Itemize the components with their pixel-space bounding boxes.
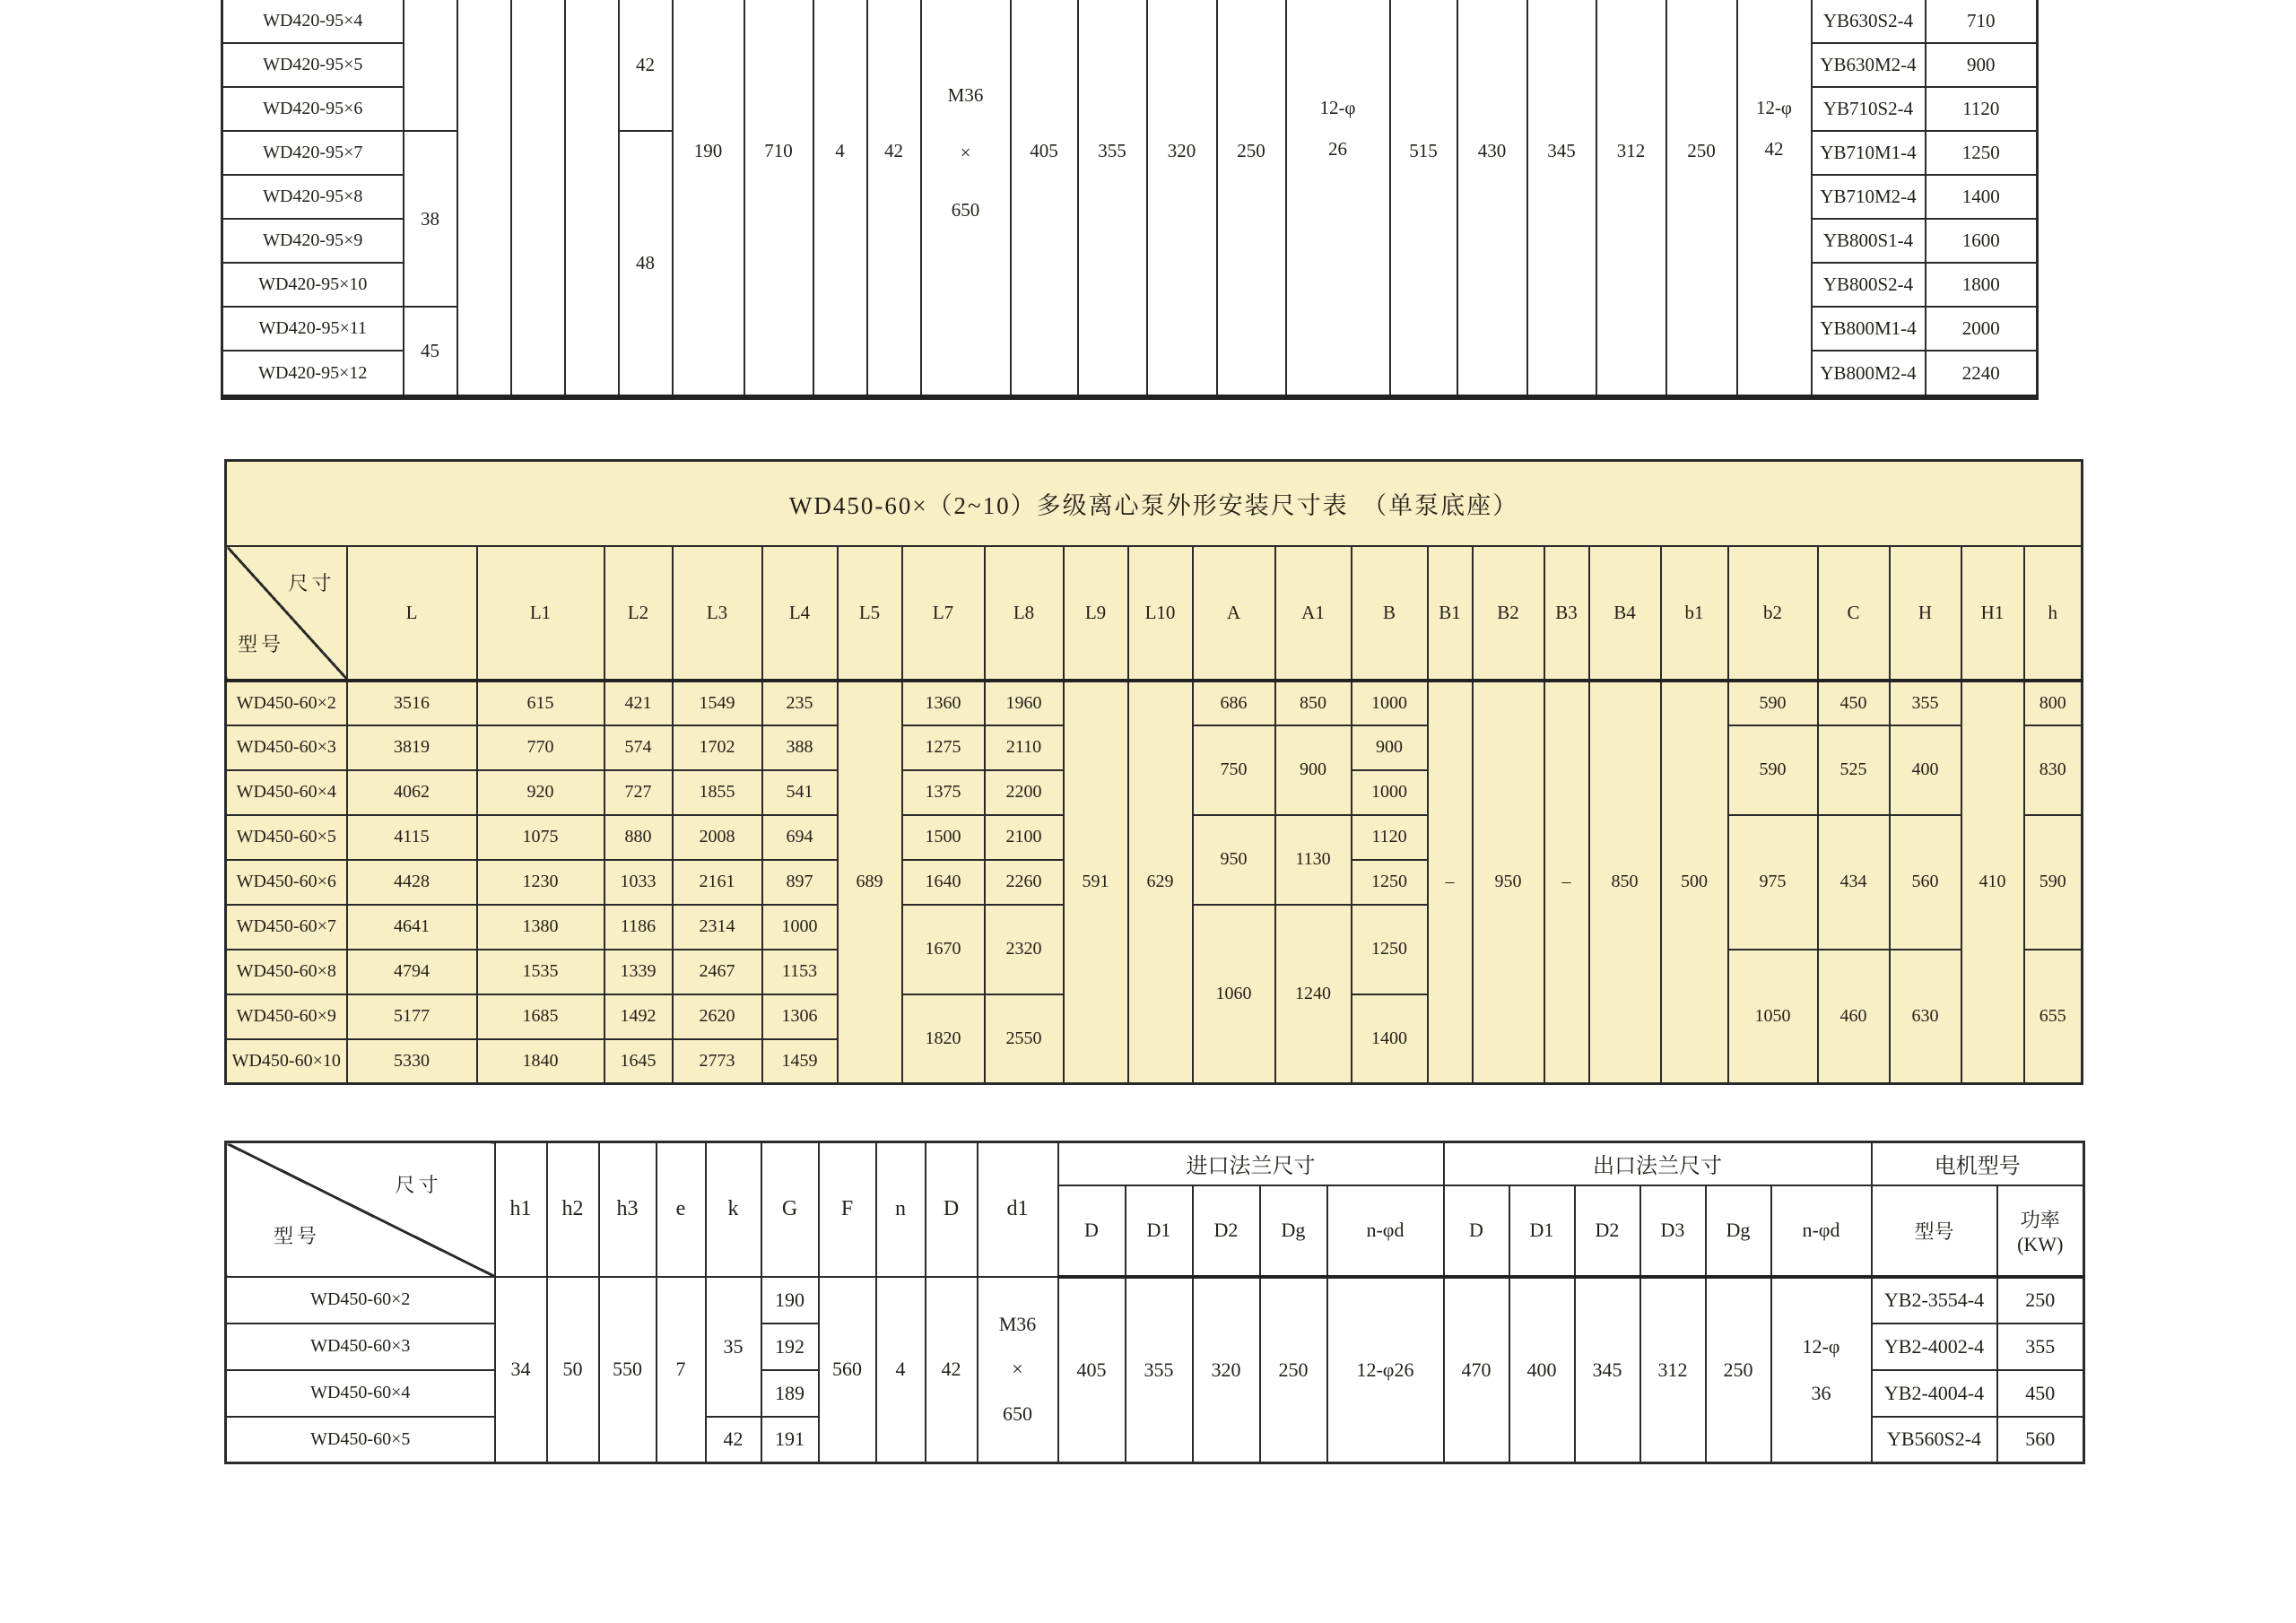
pump-model-cell: WD420-95×9 — [222, 219, 404, 263]
pump-model-cell: WD450-60×10 — [226, 1039, 347, 1084]
outlet-D-cell: 470 — [1444, 1277, 1509, 1463]
dim-cell: 5330 — [347, 1039, 477, 1084]
e-cell-empty — [565, 0, 619, 397]
dim-cell: 590 — [1728, 725, 1818, 815]
d1-cell: M36 × 650 — [921, 0, 1011, 397]
inlet-Dg-cell: 250 — [1217, 0, 1286, 397]
dim-cell: 800 — [2024, 681, 2083, 725]
col-header: n-φd — [1771, 1185, 1872, 1277]
dim-cell: 400 — [1890, 725, 1961, 815]
corner-label-size: 尺寸 — [288, 571, 335, 595]
G-cell: 192 — [761, 1324, 819, 1370]
motor-model-cell: YB800M1-4 — [1812, 307, 1926, 351]
dim-cell: – — [1544, 681, 1589, 1084]
dim-cell: 850 — [1589, 681, 1661, 1084]
dim-cell: 2320 — [985, 905, 1064, 994]
col-header: Dg — [1706, 1185, 1771, 1277]
motor-model-cell: YB800M2-4 — [1812, 351, 1926, 397]
dim-cell: 500 — [1661, 681, 1728, 1084]
power-cell: 250 — [1997, 1277, 2084, 1324]
dim-cell: 2773 — [673, 1039, 762, 1084]
dim-cell: 1120 — [1352, 815, 1428, 860]
dim-cell: 1375 — [902, 770, 985, 815]
dim-cell: 355 — [1890, 681, 1961, 725]
dim-cell: 4115 — [347, 815, 477, 860]
dim-cell: 1000 — [1352, 770, 1428, 815]
col-header: D3 — [1640, 1185, 1706, 1277]
dim-cell: 1000 — [762, 905, 838, 950]
wd450-60-flange-motor-table — [224, 1141, 2085, 1464]
d1-cell: M36 × 650 — [978, 1277, 1058, 1463]
dim-cell: 629 — [1128, 681, 1193, 1084]
dim-cell: 1240 — [1275, 905, 1352, 1084]
col-header: h2 — [547, 1142, 599, 1277]
dim-cell: 1500 — [902, 815, 985, 860]
dim-cell: 5177 — [347, 994, 477, 1039]
col-header: 型号 — [1872, 1185, 1997, 1277]
dim-cell: 1186 — [604, 905, 673, 950]
e-cell: 7 — [657, 1277, 706, 1463]
dim-cell: 421 — [604, 681, 673, 725]
table-row — [226, 1277, 2084, 1324]
dim-cell: 1275 — [902, 725, 985, 770]
inlet-D-cell: 405 — [1011, 0, 1078, 397]
pump-model-cell: WD420-95×4 — [222, 0, 404, 43]
motor-model-cell: YB800S1-4 — [1812, 219, 1926, 263]
power-cell: 710 — [1926, 0, 2038, 43]
pump-model-cell: WD450-60×5 — [226, 1417, 495, 1463]
col-header: e — [657, 1142, 706, 1277]
dim-cell: 1840 — [477, 1039, 604, 1084]
dim-cell: 1306 — [762, 994, 838, 1039]
col-header: A — [1193, 546, 1275, 681]
dim-cell: 1230 — [477, 860, 604, 905]
motor-model-cell: YB2-4002-4 — [1872, 1324, 1997, 1370]
motor-model-cell: YB2-4004-4 — [1872, 1370, 1997, 1417]
motor-model-cell: YB630S2-4 — [1812, 0, 1926, 43]
dim-cell: 830 — [2024, 725, 2083, 815]
dim-cell: 410 — [1961, 681, 2024, 1084]
corner-label-model: 型号 — [274, 1224, 321, 1247]
col-header: h3 — [599, 1142, 657, 1277]
dim-cell: 1339 — [604, 950, 673, 994]
col-header: Dg — [1260, 1185, 1327, 1277]
motor-group-header: 电机型号 — [1872, 1142, 2084, 1185]
h1-cell: 45 — [404, 307, 457, 397]
dim-cell: 2620 — [673, 994, 762, 1039]
col-header: L — [347, 546, 477, 681]
G-cell: 189 — [761, 1370, 819, 1417]
dim-cell: 1130 — [1275, 815, 1352, 905]
dim-cell: 560 — [1890, 815, 1961, 950]
pump-model-cell: WD450-60×5 — [226, 815, 347, 860]
power-cell: 2240 — [1926, 351, 2038, 397]
dim-cell: 591 — [1064, 681, 1128, 1084]
dim-cell: 920 — [477, 770, 604, 815]
col-header: 功率 (KW) — [1997, 1185, 2084, 1277]
outlet-D2-cell: 345 — [1575, 1277, 1640, 1463]
dim-cell: 694 — [762, 815, 838, 860]
dim-cell: 590 — [2024, 815, 2083, 950]
dim-cell: 2467 — [673, 950, 762, 994]
dim-cell: 1250 — [1352, 860, 1428, 905]
dim-cell: 4062 — [347, 770, 477, 815]
col-header: L2 — [604, 546, 673, 681]
col-header: D — [926, 1142, 978, 1277]
outlet-D1-cell: 430 — [1457, 0, 1527, 397]
motor-model-cell: YB800S2-4 — [1812, 263, 1926, 307]
inlet-Dg-cell: 250 — [1260, 1277, 1327, 1463]
inlet-D-cell: 405 — [1058, 1277, 1126, 1463]
n-cell: 4 — [813, 0, 867, 397]
table-title: WD450-60×（2~10）多级离心泵外形安装尺寸表 （单泵底座） — [226, 461, 2083, 546]
h3-cell: 550 — [599, 1277, 657, 1463]
dim-cell: 1250 — [1352, 905, 1428, 994]
dim-cell: 1400 — [1352, 994, 1428, 1084]
power-cell: 1800 — [1926, 263, 2038, 307]
pump-model-cell: WD450-60×4 — [226, 770, 347, 815]
dim-cell: 1820 — [902, 994, 985, 1084]
corner-label-size: 尺寸 — [395, 1174, 442, 1196]
motor-model-cell: YB710S2-4 — [1812, 87, 1926, 131]
dim-cell: 1000 — [1352, 681, 1428, 725]
col-header: B3 — [1544, 546, 1589, 681]
D-cell: 42 — [867, 0, 921, 397]
dim-cell: 1960 — [985, 681, 1064, 725]
pump-model-cell: WD420-95×11 — [222, 307, 404, 351]
dim-cell: 4794 — [347, 950, 477, 994]
col-header: L8 — [985, 546, 1064, 681]
col-header: L1 — [477, 546, 604, 681]
pump-model-cell: WD420-95×7 — [222, 131, 404, 175]
power-cell: 1400 — [1926, 175, 2038, 219]
col-header: L7 — [902, 546, 985, 681]
G-cell: 191 — [761, 1417, 819, 1463]
col-header: d1 — [978, 1142, 1058, 1277]
dim-cell: 2100 — [985, 815, 1064, 860]
col-header: b1 — [1661, 546, 1728, 681]
dim-cell: 1459 — [762, 1039, 838, 1084]
dim-cell: 1855 — [673, 770, 762, 815]
dim-cell: 2008 — [673, 815, 762, 860]
col-header: B — [1352, 546, 1428, 681]
dim-cell: 897 — [762, 860, 838, 905]
motor-model-cell: YB560S2-4 — [1872, 1417, 1997, 1463]
dim-cell: 1535 — [477, 950, 604, 994]
outlet-D2-cell: 345 — [1527, 0, 1596, 397]
dim-cell: 770 — [477, 725, 604, 770]
power-cell: 1120 — [1926, 87, 2038, 131]
dim-cell: 235 — [762, 681, 838, 725]
dim-cell: 1645 — [604, 1039, 673, 1084]
motor-model-cell: YB710M1-4 — [1812, 131, 1926, 175]
dim-cell: 727 — [604, 770, 673, 815]
dim-cell: 900 — [1352, 725, 1428, 770]
dim-cell: 1380 — [477, 905, 604, 950]
col-header: L4 — [762, 546, 838, 681]
outlet-Dg-cell: 250 — [1706, 1277, 1771, 1463]
col-header: b2 — [1728, 546, 1818, 681]
dim-cell: 1492 — [604, 994, 673, 1039]
h2-cell-empty — [457, 0, 511, 397]
pump-model-cell: WD450-60×7 — [226, 905, 347, 950]
dim-cell: 689 — [838, 681, 902, 1084]
dim-cell: 434 — [1818, 815, 1890, 950]
k-cell: 42 — [619, 0, 673, 131]
col-header: D2 — [1193, 1185, 1260, 1277]
power-cell: 2000 — [1926, 307, 2038, 351]
dim-cell: 4428 — [347, 860, 477, 905]
pump-model-cell: WD420-95×8 — [222, 175, 404, 219]
dim-cell: 1685 — [477, 994, 604, 1039]
dim-cell: 3819 — [347, 725, 477, 770]
dim-cell: 630 — [1890, 950, 1961, 1084]
pump-model-cell: WD450-60×4 — [226, 1370, 495, 1417]
dim-cell: 615 — [477, 681, 604, 725]
h1-cell: 38 — [404, 131, 457, 307]
dim-cell: 2161 — [673, 860, 762, 905]
dim-cell: 900 — [1275, 725, 1352, 815]
pump-model-cell: WD420-95×12 — [222, 351, 404, 397]
wd420-95-dimension-table — [221, 0, 2039, 400]
h1-cell-empty — [404, 0, 457, 131]
dim-cell: 686 — [1193, 681, 1275, 725]
inlet-nphid-cell: 12-φ26 — [1327, 1277, 1444, 1463]
dim-cell: 655 — [2024, 950, 2083, 1084]
col-header: D1 — [1509, 1185, 1575, 1277]
dim-cell: 2314 — [673, 905, 762, 950]
power-cell: 450 — [1997, 1370, 2084, 1417]
h3-cell-empty — [511, 0, 565, 397]
inlet-nphid-cell: 12-φ 26 — [1286, 0, 1390, 397]
F-cell: 560 — [819, 1277, 876, 1463]
dim-cell: 1153 — [762, 950, 838, 994]
dim-cell: 3516 — [347, 681, 477, 725]
dim-cell: – — [1428, 681, 1473, 1084]
dim-cell: 1050 — [1728, 950, 1818, 1084]
inlet-D2-cell: 320 — [1193, 1277, 1260, 1463]
col-header: h — [2024, 546, 2083, 681]
dim-cell: 460 — [1818, 950, 1890, 1084]
dim-cell: 2550 — [985, 994, 1064, 1084]
pump-model-cell: WD450-60×8 — [226, 950, 347, 994]
power-cell: 900 — [1926, 43, 2038, 87]
power-cell: 355 — [1997, 1324, 2084, 1370]
header-row — [226, 546, 2083, 681]
col-header: k — [706, 1142, 761, 1277]
dim-cell: 750 — [1193, 725, 1275, 815]
inlet-flange-group-header: 进口法兰尺寸 — [1058, 1142, 1444, 1185]
dim-cell: 880 — [604, 815, 673, 860]
motor-model-cell: YB630M2-4 — [1812, 43, 1926, 87]
dim-cell: 1640 — [902, 860, 985, 905]
col-header: D1 — [1126, 1185, 1193, 1277]
dim-cell: 2260 — [985, 860, 1064, 905]
G-cell: 190 — [761, 1277, 819, 1324]
D-cell: 42 — [926, 1277, 978, 1463]
dim-cell: 525 — [1818, 725, 1890, 815]
corner-cell — [226, 546, 347, 681]
dim-cell: 950 — [1473, 681, 1544, 1084]
group-header-row — [226, 1142, 2084, 1185]
col-header: D2 — [1575, 1185, 1640, 1277]
col-header: C — [1818, 546, 1890, 681]
dim-cell: 975 — [1728, 815, 1818, 950]
dim-cell: 1549 — [673, 681, 762, 725]
dim-cell: 2200 — [985, 770, 1064, 815]
G-cell: 190 — [673, 0, 744, 397]
corner-cell — [226, 1142, 495, 1277]
dim-cell: 1033 — [604, 860, 673, 905]
dim-cell: 590 — [1728, 681, 1818, 725]
corner-label-model: 型号 — [238, 632, 285, 655]
pump-model-cell: WD420-95×6 — [222, 87, 404, 131]
col-header: B2 — [1473, 546, 1544, 681]
motor-model-cell: YB2-3554-4 — [1872, 1277, 1997, 1324]
col-header: H1 — [1961, 546, 2024, 681]
outlet-nphid-cell: 12-φ 36 — [1771, 1277, 1872, 1463]
dim-cell: 950 — [1193, 815, 1275, 905]
dim-cell: 541 — [762, 770, 838, 815]
k-cell: 48 — [619, 131, 673, 397]
col-header: L9 — [1064, 546, 1128, 681]
inlet-D1-cell: 355 — [1078, 0, 1147, 397]
outlet-D3-cell: 312 — [1640, 1277, 1706, 1463]
pump-model-cell: WD450-60×3 — [226, 725, 347, 770]
h2-cell: 50 — [547, 1277, 599, 1463]
col-header: A1 — [1275, 546, 1352, 681]
col-header: D — [1058, 1185, 1126, 1277]
dim-cell: 4641 — [347, 905, 477, 950]
inlet-D1-cell: 355 — [1126, 1277, 1193, 1463]
power-cell: 1250 — [1926, 131, 2038, 175]
table-row — [226, 681, 2083, 725]
n-cell: 4 — [876, 1277, 926, 1463]
title-row — [226, 461, 2083, 546]
outlet-Dg-cell: 250 — [1666, 0, 1737, 397]
power-cell: 560 — [1997, 1417, 2084, 1463]
dim-cell: 1360 — [902, 681, 985, 725]
dim-cell: 450 — [1818, 681, 1890, 725]
col-header: L5 — [838, 546, 902, 681]
dim-cell: 850 — [1275, 681, 1352, 725]
outlet-flange-group-header: 出口法兰尺寸 — [1444, 1142, 1872, 1185]
dim-cell: 574 — [604, 725, 673, 770]
pump-model-cell: WD450-60×9 — [226, 994, 347, 1039]
outlet-D3-cell: 312 — [1596, 0, 1666, 397]
dim-cell: 2110 — [985, 725, 1064, 770]
col-header: n-φd — [1327, 1185, 1444, 1277]
outlet-nphid-cell: 12-φ 42 — [1737, 0, 1812, 397]
col-header: D — [1444, 1185, 1509, 1277]
dim-cell: 388 — [762, 725, 838, 770]
pump-model-cell: WD450-60×6 — [226, 860, 347, 905]
F-cell: 710 — [744, 0, 813, 397]
inlet-D2-cell: 320 — [1147, 0, 1217, 397]
motor-model-cell: YB710M2-4 — [1812, 175, 1926, 219]
power-cell: 1600 — [1926, 219, 2038, 263]
col-header: n — [876, 1142, 926, 1277]
col-header: L10 — [1128, 546, 1193, 681]
col-header: H — [1890, 546, 1961, 681]
dim-cell: 1060 — [1193, 905, 1275, 1084]
pump-model-cell: WD450-60×2 — [226, 681, 347, 725]
pump-model-cell: WD420-95×5 — [222, 43, 404, 87]
h1-cell: 34 — [495, 1277, 547, 1463]
col-header: F — [819, 1142, 876, 1277]
wd450-60-dimension-table — [224, 459, 2083, 1085]
col-header: h1 — [495, 1142, 547, 1277]
k-cell: 35 — [706, 1277, 761, 1417]
col-header: B1 — [1428, 546, 1473, 681]
outlet-D-cell: 515 — [1390, 0, 1457, 397]
outlet-D1-cell: 400 — [1509, 1277, 1575, 1463]
col-header: B4 — [1589, 546, 1661, 681]
col-header: L3 — [673, 546, 762, 681]
k-cell: 42 — [706, 1417, 761, 1463]
pump-model-cell: WD420-95×10 — [222, 263, 404, 307]
pump-model-cell: WD450-60×2 — [226, 1277, 495, 1324]
table-row — [222, 0, 2038, 43]
col-header: G — [761, 1142, 819, 1277]
dim-cell: 1670 — [902, 905, 985, 994]
pump-model-cell: WD450-60×3 — [226, 1324, 495, 1370]
dim-cell: 1702 — [673, 725, 762, 770]
dim-cell: 1075 — [477, 815, 604, 860]
